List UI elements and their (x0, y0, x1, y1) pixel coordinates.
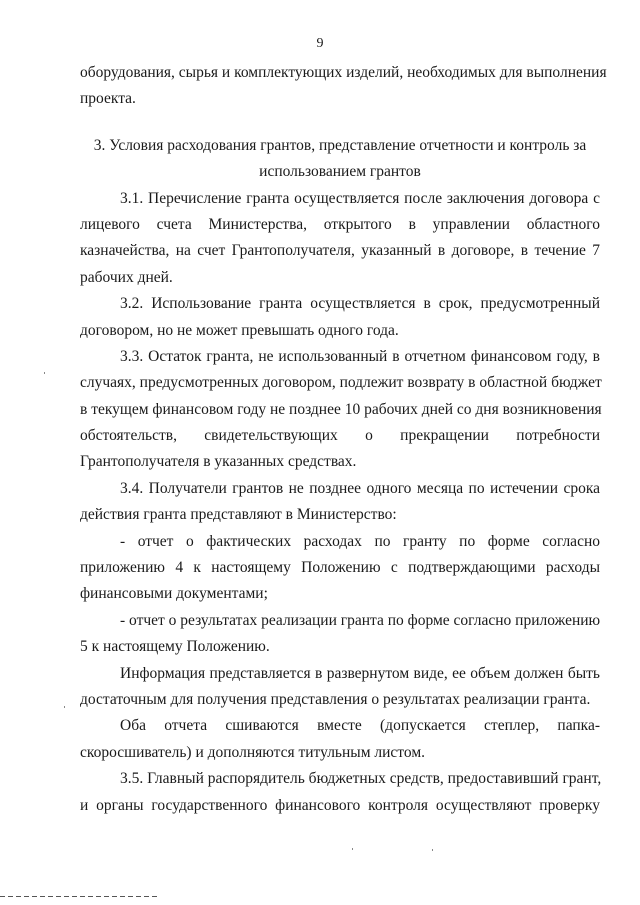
text-line: казначейства, на счет Грантополучателя, указанный в договоре, в течение 7 (80, 242, 600, 260)
text-line: Оба отчета сшиваются вместе (допускается степлер, папка- (120, 717, 600, 735)
text-line: проекта. (80, 90, 136, 108)
scan-speck (352, 848, 353, 850)
text-line: - отчет о фактических расходах по гранту по форме согласно (120, 532, 600, 550)
text-line: приложению 4 к настоящему Положению с подтверждающими расходы (80, 559, 600, 577)
text-line: случаях, предусмотренных договором, подлежит возврату в областной бюджет (80, 374, 602, 392)
section-heading: использованием грантов (259, 163, 421, 181)
text-line: действия гранта представляют в Министерство: (80, 506, 397, 524)
scan-edge-mark (0, 896, 158, 897)
text-line: Информация представляется в развернутом виде, ее объем должен быть (120, 664, 600, 682)
text-line: лицевого счета Министерства, открытого в управлении областного (80, 215, 600, 233)
scan-speck (44, 372, 45, 374)
section-heading: 3. Условия расходования грантов, представление отчетности и контроль за (93, 136, 587, 154)
text-line: Грантополучателя в указанных средствах. (80, 453, 357, 471)
text-line: в текущем финансовом году не позднее 10 рабочих дней со дня возникновения (80, 400, 602, 418)
text-line: рабочих дней. (80, 268, 173, 286)
text-line: - отчет о результатах реализации гранта по форме согласно приложению (120, 611, 601, 629)
text-line: 3.3. Остаток гранта, не использованный в отчетном финансовом году, в (120, 347, 600, 365)
scan-speck (64, 706, 65, 708)
text-line: 3.2. Использование гранта осуществляется в срок, предусмотренный (120, 295, 600, 313)
scan-speck (432, 849, 433, 851)
text-line: договором, но не может превышать одного года. (80, 321, 399, 339)
text-line: 5 к настоящему Положению. (80, 638, 270, 656)
text-line: достаточным для получения представления о результатах реализации гранта. (80, 690, 591, 708)
page-number: 9 (316, 36, 324, 51)
text-line: финансовыми документами; (80, 585, 268, 603)
text-line: и органы государственного финансового контроля осуществляют проверку (80, 796, 600, 814)
paragraph-gap (80, 113, 600, 133)
text-line: 3.5. Главный распорядитель бюджетных средств, предоставивший грант, (120, 770, 602, 788)
text-line: 3.4. Получатели грантов не позднее одного месяца по истечении срока (120, 479, 600, 497)
document-body (80, 60, 607, 819)
text-line: 3.1. Перечисление гранта осуществляется после заключения договора с (120, 189, 600, 207)
text-line: скоросшиватель) и дополняются титульным листом. (80, 743, 426, 761)
text-line: оборудования, сырья и комплектующих изделий, необходимых для выполнения (80, 64, 607, 81)
text-line: обстоятельств, свидетельствующих о прекращении потребности (80, 427, 600, 445)
